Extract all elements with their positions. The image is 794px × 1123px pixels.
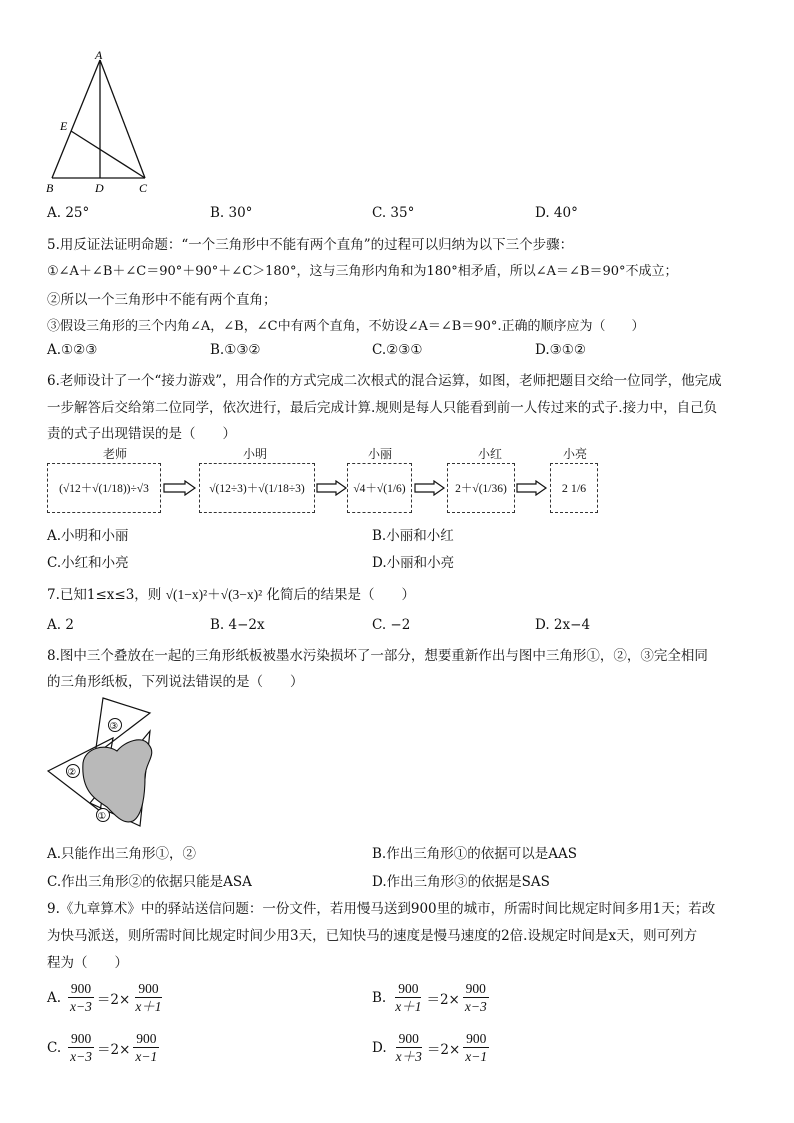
q7-stem-expr: √(1−x)²＋√(3−x)² [165,587,263,602]
q6-option-b[interactable]: B.小丽和小红 [372,528,454,544]
relay-box-xiaoliang: 2 1/6 [550,463,598,513]
label-E: E [60,119,68,133]
q7-option-a[interactable]: A. 2 [47,617,74,633]
q8-line2: 的三角形纸板，下列说法错误的是（ ） [47,674,304,690]
fig-label-2: ② [67,767,77,778]
q9-option-b[interactable] [372,980,492,1015]
q7-option-d[interactable]: D. 2x−4 [535,617,591,633]
q5-step1: ①∠A＋∠B＋∠C＝90°＋90°＋∠C＞180°，这与三角形内角和为180°相矛盾，所以∠A＝∠B＝90°不成立； [47,264,678,279]
q8-option-b[interactable]: B.作出三角形①的依据可以是AAS [372,846,577,862]
q9-line1: 9.《九章算术》中的驿站送信问题：一份文件，若用慢马送到900里的城市，所需时间比规定时间多用1天；若改 [47,901,716,917]
q6-option-a[interactable]: A.小明和小丽 [47,528,129,544]
relay-box-xiaoli: √4＋√(1/6) [347,463,412,513]
triangle-figure [40,48,165,196]
equals-times: ＝2× [426,991,460,1008]
relay-arrow-icon [414,480,446,496]
q8-option-a[interactable]: A.只能作出三角形①，② [47,846,197,862]
fig-label-3: ③ [109,721,119,732]
q5-step2: ②所以一个三角形中不能有两个直角； [47,292,277,308]
label-A: A [95,48,103,62]
fig-label-1: ① [97,811,107,822]
relay-box-xiaohong: 2＋√(1/36) [447,463,515,513]
q4-option-b[interactable]: B. 30° [210,205,253,221]
q6-line3: 责的式子出现错误的是（ ） [47,426,236,442]
label-B: B [46,181,54,195]
relay-label-xiaoliang: 小亮 [562,447,587,461]
relay-label-teacher: 老师 [102,447,127,461]
fraction-left: $\frac{900}{x-3}$ [67,980,95,1015]
q5-step3: ③假设三角形的三个内角∠A，∠B，∠C中有两个直角，不妨设∠A＝∠B＝90°.正确的顺序应为（ ） [47,319,645,334]
fraction-right: $\frac{900}{x+1}$ [135,981,162,1014]
relay-label-xiaoli: 小丽 [367,447,392,461]
relay-arrow-icon [516,480,548,496]
label-D: D [95,181,104,195]
q7-option-b[interactable]: B. 4−2x [210,617,265,633]
q4-option-c[interactable]: C. 35° [372,205,415,221]
q9-option-letter: A. [47,989,62,1006]
q8-option-c[interactable]: C.作出三角形②的依据只能是ASA [47,874,252,890]
relay-label-xiaoming: 小明 [242,447,267,461]
q7-option-c[interactable]: C. −2 [372,617,411,633]
relay-box-xiaoming: √(12÷3)＋√(1/18÷3) [199,463,315,513]
equals-times: ＝2× [97,1041,131,1058]
q6-option-d[interactable]: D.小丽和小亮 [372,555,455,571]
q9-option-c[interactable] [47,1030,162,1065]
relay-box-teacher: (√12＋√(1/18))÷√3 [47,463,161,513]
q9-option-a[interactable] [47,980,167,1015]
equals-times: ＝2× [426,1041,461,1058]
q9-line2: 为快马派送，则所需时间比规定时间少用3天，已知快马的速度是慢马速度的2倍.设规定时间是x天，则可列方 [47,928,698,944]
q9-line3: 程为（ ） [47,955,128,971]
q5-option-c[interactable]: C.②③① [372,342,423,358]
equals-times: ＝2× [96,991,131,1008]
q9-option-letter: B. [372,989,387,1006]
fraction-right: $\frac{900}{x-1}$ [132,1030,160,1065]
q5-option-b[interactable]: B.①③② [210,342,261,358]
q6-option-c[interactable]: C.小红和小亮 [47,555,129,571]
label-C: C [139,181,148,195]
q7-stem-pre: 7.已知1≤x≤3，则 [47,587,162,603]
fraction-right: $\frac{900}{x-1}$ [462,1030,490,1065]
relay-arrow-icon [316,480,348,496]
fraction-left: $\frac{900}{x+3}$ [395,1031,422,1064]
q6-line1: 6.老师设计了一个“接力游戏”，用合作的方式完成二次根式的混合运算，如图，老师把题目交给一位同学，他完成 [47,373,722,389]
q8-line1: 8.图中三个叠放在一起的三角形纸板被墨水污染损坏了一部分，想要重新作出与图中三角形①，②，③完全相同 [47,648,708,664]
stacked-triangles-figure [45,693,165,831]
q9-option-d[interactable] [372,1030,492,1065]
q4-option-a[interactable]: A. 25° [47,205,90,221]
q7-stem [47,583,415,603]
q5-option-d[interactable]: D.③①② [535,342,586,358]
q9-option-letter: D. [372,1039,387,1056]
q6-line2: 一步解答后交给第二位同学，依次进行，最后完成计算.规则是每人只能看到前一人传过来的式子.接力中，自己负 [47,400,718,416]
q9-option-letter: C. [47,1039,62,1056]
q8-option-d[interactable]: D.作出三角形③的依据是SAS [372,874,550,890]
q5-option-a[interactable]: A.①②③ [47,342,98,358]
q7-stem-post: 化简后的结果是（ ） [266,587,416,603]
q5-stem: 5.用反证法证明命题：“一个三角形中不能有两个直角”的过程可以归纳为以下三个步骤： [47,237,574,253]
relay-label-xiaohong: 小红 [477,447,502,461]
fraction-right: $\frac{900}{x-3}$ [462,980,490,1015]
q4-option-d[interactable]: D. 40° [535,205,578,221]
fraction-left: $\frac{900}{x-3}$ [67,1030,95,1065]
relay-arrow-icon [163,480,197,496]
fraction-left: $\frac{900}{x+1}$ [395,981,422,1014]
